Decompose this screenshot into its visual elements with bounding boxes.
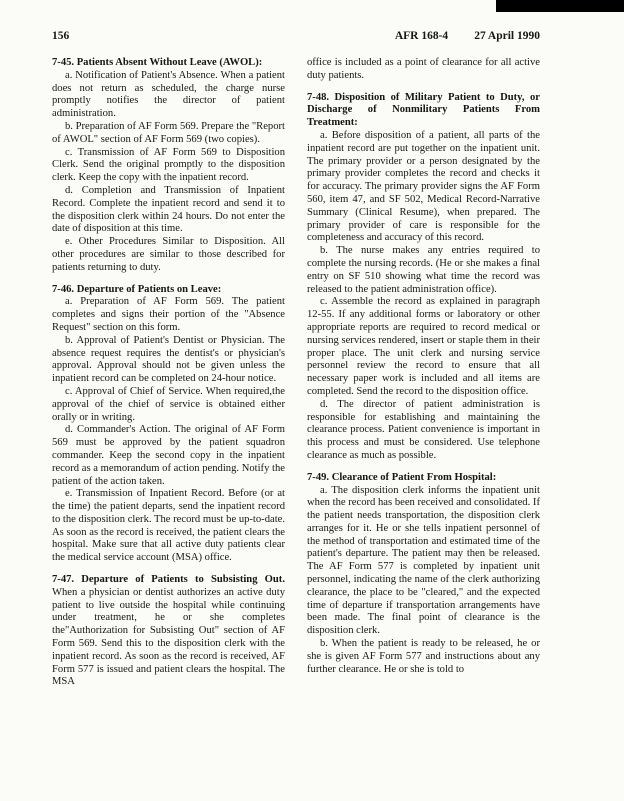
page-header — [52, 30, 540, 42]
paragraph: b. When the patient is ready to be released, he or she is given AF Form 577 and instructions about any further clearance. He or she is told to — [307, 638, 540, 675]
paragraph: d. The director of patient administration is responsible for establishing and maintaining the clearance process. Patient convenience is important in this process and must be considered. Use telephone clearance as much as possible. — [307, 398, 540, 461]
paragraph: c. Approval of Chief of Service. When required,the approval of the chief of service is obtained either orally or in writing. — [52, 385, 285, 423]
section-heading: 7-47. Departure of Patients to Subsisting Out. — [52, 574, 285, 586]
section-heading: 7-46. Departure of Patients on Leave: — [52, 283, 222, 295]
paragraph: a. The disposition clerk informs the inpatient unit when the record has been received and consolidated. If the patient needs transportation, the disposition clerk arranges for it. He or she tells inpatient personnel of the method of transportation and estimated time of the patient's departure. The patient may then be released. The AF Form 577 is completed by inpatient unit personnel, indicating the name of the clerk authorizing clearance, the place to be "cleared," and the expected time of departure if transportation arrangements have been made. The final point of clearance is the disposition clerk. — [307, 484, 540, 637]
paragraph-continuation: office is included as a point of clearance for all active duty patients. — [307, 57, 540, 81]
paragraph: b. Preparation of AF Form 569. Prepare the "Report of AWOL" section of AF Form 569 (two copies). — [52, 120, 285, 145]
paragraph: c. Assemble the record as explained in paragraph 12-55. If any additional forms or laboratory or other appropriate reports are required to record medical or nursing services rendered, insert or staple them in their proper place. The unit clerk and nursing service personnel review the record to ensure that all necessary paper work is included and all items are completed. Send the record to the disposition office. — [307, 296, 540, 397]
paragraph: a. Before disposition of a patient, all parts of the inpatient record are put together on the inpatient unit. The primary provider or a person designated by the primary provider completes the record and checks it for accuracy. The primary provider signs the AF Form 560, item 47, and SF 502, Medical Record-Narrative Summary (Clinical Resume), when prepared. The primary provider of care is responsible for the completeness and accuracy of this record. — [307, 129, 540, 244]
page-number: 156 — [52, 30, 70, 42]
section-paragraph — [52, 574, 285, 689]
paragraph: e. Transmission of Inpatient Record. Before (or at the time) the patient departs, send the inpatient record to the disposition clerk. The record must be up-to-date. As soon as the record is received, the patient clears the hospital. Make sure that all active duty patients clear the medical service account (MSA) office. — [52, 488, 285, 564]
column-right — [307, 57, 540, 689]
header-date: 27 April 1990 — [474, 30, 540, 42]
paragraph: d. Commander's Action. The original of AF Form 569 must be approved by the patient squadron commander. Keep the second copy in the inpatient record as a memorandum of action pending. Notify the patient of the action taken. — [52, 424, 285, 487]
header-right — [395, 30, 540, 42]
paragraph: e. Other Procedures Similar to Disposition. All other procedures are similar to those described for patients returning to duty. — [52, 236, 285, 273]
paragraph: b. Approval of Patient's Dentist or Physician. The absence request requires the dentist's or physician's approval. Approval should not be given unless the inpatient record can be completed on 24-hour notice. — [52, 334, 285, 385]
section-heading: 7-45. Patients Absent Without Leave (AWOL): — [52, 57, 263, 68]
section-heading: 7-48. Disposition of Military Patient to Duty, or Discharge of Nonmilitary Patients From Treatment: — [307, 91, 540, 129]
page-content — [52, 57, 540, 689]
paragraph: b. The nurse makes any entries required to complete the nursing records. (He or she makes a final entry on SF 510 showing what time the record was released to the patient administration office). — [307, 245, 540, 295]
section-heading: 7-49. Clearance of Patient From Hospital: — [307, 471, 497, 483]
scan-artifact-bar — [496, 0, 624, 12]
paragraph: c. Transmission of AF Form 569 to Disposition Clerk. Send the original promptly to the disposition clerk. Keep the copy with the inpatient record. — [52, 146, 285, 184]
regulation-number: AFR 168-4 — [394, 30, 449, 42]
paragraph-text: When a physician or dentist authorizes an active duty patient to live outside the hospital while continuing under treatment, he or she completes the"Authorization for Subsisting Out" section of AF Form 569. Send this to the disposition clerk with the inpatient record. As soon as the record is received, AF Form 577 is issued and patient clears the hospital. The MSA — [52, 586, 285, 688]
paragraph: a. Preparation of AF Form 569. The patient completes and signs their portion of the "Absence Request" section on this form. — [52, 296, 285, 333]
paragraph: a. Notification of Patient's Absence. When a patient does not return as scheduled, the charge nurse promptly notifies the director of patient administration. — [52, 69, 285, 120]
paragraph: d. Completion and Transmission of Inpatient Record. Complete the inpatient record and send it to the disposition clerk within 24 hours. Do not enter the date of disposition at this time. — [52, 184, 285, 235]
column-left — [52, 57, 285, 689]
